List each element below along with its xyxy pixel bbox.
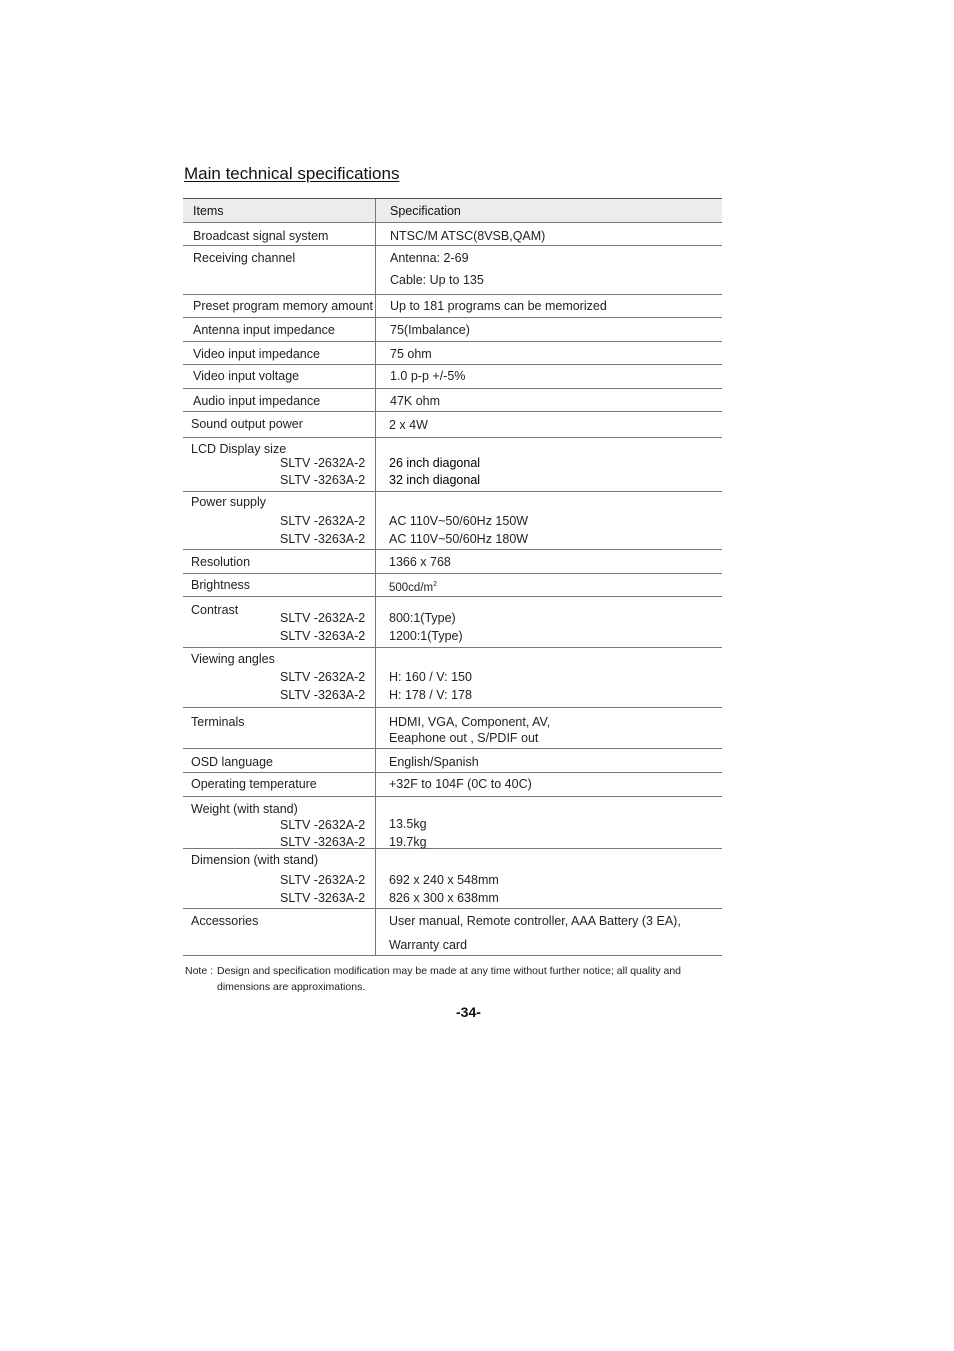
model-label: SLTV -2632A-2 bbox=[280, 611, 366, 625]
row-value: Warranty card bbox=[389, 938, 468, 952]
row-value: +32F to 104F (0C to 40C) bbox=[389, 777, 532, 791]
row-label: Antenna input impedance bbox=[193, 323, 335, 337]
row-value: AC 110V~50/60Hz 150W bbox=[389, 514, 529, 528]
header-specification: Specification bbox=[390, 204, 461, 218]
row-label: Weight (with stand) bbox=[191, 802, 298, 816]
row-value: NTSC/M ATSC(8VSB,QAM) bbox=[390, 229, 546, 243]
spec-table bbox=[183, 198, 722, 956]
row-value: 32 inch diagonal bbox=[389, 473, 481, 487]
row-label: Dimension (with stand) bbox=[191, 853, 319, 867]
row-label: Preset program memory amount bbox=[193, 299, 373, 313]
table-row bbox=[183, 574, 722, 597]
table-row bbox=[183, 389, 722, 412]
note-text: Design and specification modification may be made at any time without further notice; all quality and dimensions are approximations. bbox=[217, 965, 681, 993]
model-label: SLTV -3263A-2 bbox=[280, 629, 366, 643]
table-row bbox=[183, 412, 722, 438]
model-label: SLTV -2632A-2 bbox=[280, 456, 366, 470]
row-label: Broadcast signal system bbox=[193, 229, 329, 243]
row-label: Sound output power bbox=[191, 417, 303, 431]
table-row bbox=[183, 295, 722, 318]
row-label: Audio input impedance bbox=[193, 394, 321, 408]
row-label: Video input impedance bbox=[193, 347, 320, 361]
table-row bbox=[183, 342, 722, 365]
row-value: 75(Imbalance) bbox=[390, 323, 470, 337]
row-label: Video input voltage bbox=[193, 369, 300, 383]
model-label: SLTV -3263A-2 bbox=[280, 688, 366, 702]
row-label: Brightness bbox=[191, 578, 251, 592]
row-label: LCD Display size bbox=[191, 442, 287, 456]
model-label: SLTV -2632A-2 bbox=[280, 514, 366, 528]
row-value: 26 inch diagonal bbox=[389, 456, 481, 470]
row-value: Up to 181 programs can be memorized bbox=[390, 299, 607, 313]
row-value: Antenna: 2-69 bbox=[390, 251, 469, 265]
model-label: SLTV -2632A-2 bbox=[280, 818, 366, 832]
table-row bbox=[183, 849, 722, 909]
note-label: Note : bbox=[185, 965, 214, 977]
row-label: Terminals bbox=[191, 715, 245, 729]
row-value: 19.7kg bbox=[389, 835, 427, 849]
row-value: 800:1(Type) bbox=[389, 611, 456, 625]
table-row bbox=[183, 773, 722, 797]
table-row bbox=[183, 597, 722, 648]
header-items: Items bbox=[193, 204, 224, 218]
model-label: SLTV -2632A-2 bbox=[280, 670, 366, 684]
row-value: 1200:1(Type) bbox=[389, 629, 463, 643]
row-value: English/Spanish bbox=[389, 755, 479, 769]
row-value: 1.0 p-p +/-5% bbox=[390, 369, 466, 383]
row-value: User manual, Remote controller, AAA Battery (3 EA), bbox=[389, 914, 681, 928]
table-row bbox=[183, 797, 722, 849]
model-label: SLTV -3263A-2 bbox=[280, 835, 366, 849]
row-label: Receiving channel bbox=[193, 251, 296, 265]
row-label: Resolution bbox=[191, 555, 251, 569]
page-title: Main technical specifications bbox=[184, 164, 400, 183]
row-value: Cable: Up to 135 bbox=[390, 273, 484, 287]
table-header-row bbox=[183, 199, 722, 223]
table-row bbox=[183, 492, 722, 550]
row-label: Contrast bbox=[191, 603, 239, 617]
row-value: H: 178 / V: 178 bbox=[389, 688, 472, 702]
row-label: Accessories bbox=[191, 914, 259, 928]
row-label: Operating temperature bbox=[191, 777, 317, 791]
model-label: SLTV -2632A-2 bbox=[280, 873, 366, 887]
row-value: 826 x 300 x 638mm bbox=[389, 891, 499, 905]
row-value: 1366 x 768 bbox=[389, 555, 451, 569]
row-label: Viewing angles bbox=[191, 652, 275, 666]
row-label: OSD language bbox=[191, 755, 274, 769]
table-row bbox=[183, 365, 722, 389]
row-value: HDMI, VGA, Component, AV, bbox=[389, 715, 551, 729]
table-row bbox=[183, 550, 722, 574]
row-value: AC 110V~50/60Hz 180W bbox=[389, 532, 529, 546]
table-row bbox=[183, 909, 722, 956]
model-label: SLTV -3263A-2 bbox=[280, 891, 366, 905]
row-value: 692 x 240 x 548mm bbox=[389, 873, 499, 887]
row-value: $500cd/m^2$ bbox=[389, 581, 438, 594]
row-value: H: 160 / V: 150 bbox=[389, 670, 472, 684]
table-row bbox=[183, 648, 722, 708]
table-row bbox=[183, 438, 722, 492]
table-row bbox=[183, 318, 722, 342]
row-value: 75 ohm bbox=[390, 347, 432, 361]
table-row bbox=[183, 749, 722, 773]
row-label: Power supply bbox=[191, 495, 267, 509]
model-label: SLTV -3263A-2 bbox=[280, 532, 366, 546]
table-row bbox=[183, 246, 722, 295]
row-value: 13.5kg bbox=[389, 817, 427, 831]
row-value: 2 x 4W bbox=[389, 418, 428, 432]
row-value: 47K ohm bbox=[390, 394, 441, 408]
model-label: SLTV -3263A-2 bbox=[280, 473, 366, 487]
row-value: Eeaphone out , S/PDIF out bbox=[389, 731, 539, 745]
table-row bbox=[183, 708, 722, 749]
table-row bbox=[183, 223, 722, 246]
page-number: -34- bbox=[456, 1004, 481, 1020]
